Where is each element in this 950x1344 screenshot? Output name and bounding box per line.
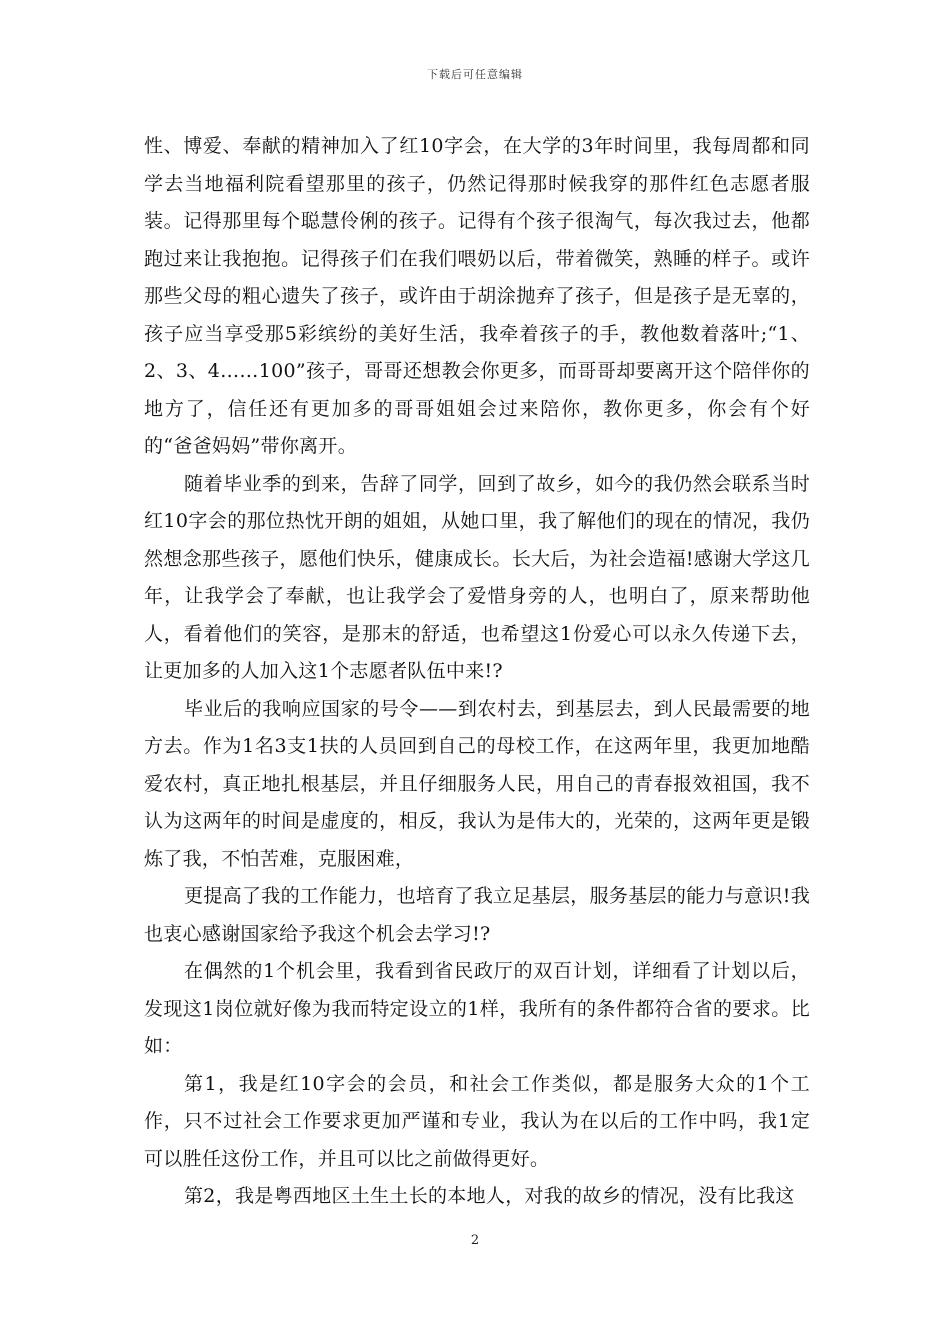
paragraph-5: 在偶然的1个机会里，我看到省民政厅的双百计划，详细看了计划以后，发现这1岗位就好像为我而特定设立的1样，我所有的条件都符合省的要求。比如： bbox=[144, 960, 810, 1057]
paragraph-1: 性、博爱、奉献的精神加入了红10字会，在大学的3年时间里，我每周都和同学去当地福利院看望那里的孩子，仍然记得那时候我穿的那件红色志愿者服装。记得那里每个聪慧伶俐的孩子。记得有个孩子很淘气，每次我过去，他都跑过来让我抱抱。记得孩子们在我们喂奶以后，带着微笑，熟睡的样子。或许那些父母的粗心遗失了孩子，或许由于胡涂抛弃了孩子，但是孩子是无辜的，孩子应当享受那5彩缤纷的美好生活，我牵着孩子的手，教他数着落叶;“1、2、3、4……100”孩子，哥哥还想教会你更多，而哥哥却要离开这个陪伴你的地方了，信任还有更加多的哥哥姐姐会过来陪你，教你更多，你会有个好的“爸爸妈妈”带你离开。 bbox=[144, 135, 810, 457]
paragraph-7: 第2，我是粤西地区土生土长的本地人，对我的故乡的情况，没有比我这 bbox=[184, 1185, 795, 1207]
paragraph-4: 更提高了我的工作能力，也培育了我立足基层，服务基层的能力与意识!我也衷心感谢国家给予我这个机会去学习!? bbox=[144, 885, 810, 945]
paragraph-6: 第1，我是红10字会的会员，和社会工作类似，都是服务大众的1个工作，只不过社会工作要求更加严谨和专业，我认为在以后的工作中吗，我1定可以胜任这份工作，并且可以比之前做得更好。 bbox=[144, 1072, 810, 1170]
paragraph-2: 随着毕业季的到来，告辞了同学，回到了故乡，如今的我仍然会联系当时红10字会的那位热忱开朗的姐姐，从她口里，我了解他们的现在的情况，我仍然想念那些孩子，愿他们快乐，健康成长。长大后，为社会造福!感谢大学这几年，让我学会了奉献，也让我学会了爱惜身旁的人，也明白了，原来帮助他人，看着他们的笑容，是那末的舒适，也希望这1份爱心可以永久传递下去，让更加多的人加入这1个志愿者队伍中来!? bbox=[144, 472, 810, 682]
page-header: 下载后可任意编辑 bbox=[427, 68, 523, 81]
document-body bbox=[144, 128, 810, 1216]
paragraph-3: 毕业后的我响应国家的号令——到农村去，到基层去，到人民最需要的地方去。作为1名3支1扶的人员回到自己的母校工作，在这两年里，我更加地酷爱农村，真正地扎根基层，并且仔细服务人民，用自己的青春报效祖国，我不认为这两年的时间是虚度的，相反，我认为是伟大的，光荣的，这两年更是锻炼了我，不怕苦难，克服困难， bbox=[144, 697, 810, 870]
page-number: 2 bbox=[470, 1233, 480, 1248]
